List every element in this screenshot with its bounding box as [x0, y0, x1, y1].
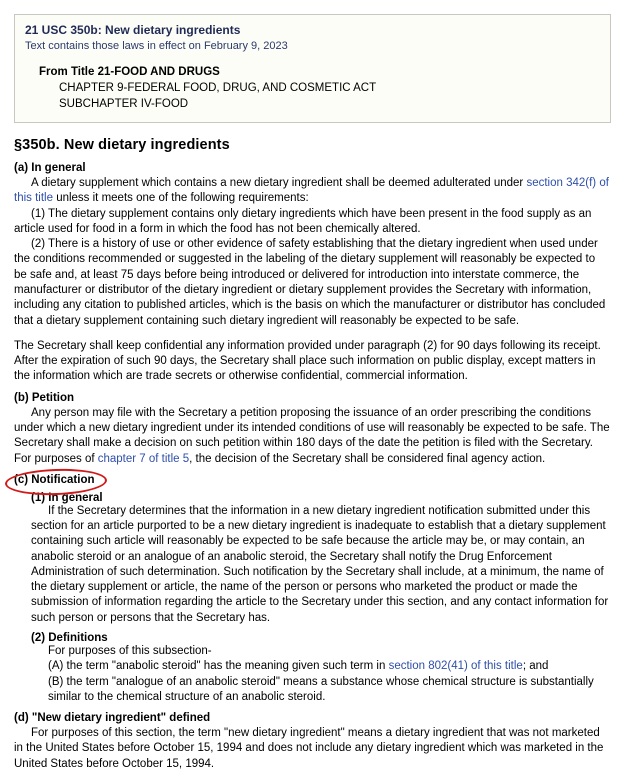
subsection-a-item-2: (2) There is a history of use or other evidence of safety establishing that the dietary ingredient when used under the conditions recommended or suggested in the labeling of the dietary supplement will reasonably be expected to be safe and, at least 75 days before being introduced or delivered for introduction into interstate commerce, the manufacturer or distributor of the dietary ingredient or dietary supplement provides the Secretary with information, including any citation to published articles, which is the basis on which the manufacturer or distributor has concluded that a dietary supplement containing such dietary ingredient will reasonably be expected to be safe.: [14, 238, 606, 327]
statute-effective-date: Text contains those laws in effect on February 9, 2023: [25, 40, 288, 53]
subsection-c2-def-a: [48, 659, 611, 674]
subsection-c2-def-b: (B) the term "analogue of an anabolic steroid" means a substance whose chemical structure is substantially similar to the chemical structure of an anabolic steroid.: [48, 675, 594, 703]
link-chapter-7-title-5[interactable]: chapter 7 of title 5: [97, 452, 190, 465]
subsection-d-label: (d) "New dietary ingredient" defined: [14, 712, 211, 725]
statute-title: 21 USC 350b: New dietary ingredients: [25, 23, 241, 37]
subsection-b-label: (b) Petition: [14, 391, 75, 404]
section-heading: §350b. New dietary ingredients: [14, 137, 230, 154]
subsection-a-intro-text1: A dietary supplement which contains a new dietary ingredient shall be deemed adulterated under: [31, 177, 527, 190]
subsection-a-intro-text2: unless it meets one of the following requirements:: [53, 192, 309, 205]
subsection-c2-label: (2) Definitions: [31, 632, 108, 645]
subsection-b-text2: , the decision of the Secretary shall be considered final agency action.: [189, 452, 546, 465]
annotated-term: [14, 474, 95, 486]
subsection-b-text: [14, 406, 611, 467]
subsection-c2-intro: For purposes of this subsection-: [48, 645, 212, 658]
subsection-c1-label: (1) In general: [31, 491, 103, 504]
link-section-802-41[interactable]: section 802(41) of this title: [388, 660, 523, 673]
subsection-a-closing: The Secretary shall keep confidential any information provided under paragraph (2) for 90 days following its receipt. After the expiration of such 90 days, the Secretary shall place such information on public display, except matters in the information which are trade secrets or otherwise confidential, commercial information.: [14, 339, 601, 383]
def-a-text2: ; and: [522, 660, 549, 673]
subsection-b-text1: Any person may file with the Secretary a petition proposing the issuance of an order prescribing the conditions under which a new dietary ingredient under its intended conditions of use will reasonably be expected to be safe. The Secretary shall make a decision on such petition within 180 days of the date the petition is filed with the Secretary. For purposes of: [14, 406, 610, 465]
subsection-a-label: (a) In general: [14, 162, 86, 175]
statute-header-box: [14, 14, 611, 123]
subsection-a-item-1: (1) The dietary supplement contains only dietary ingredients which have been present in the food supply as an article used for food in a form in which the food has not been chemically altered.: [14, 207, 592, 235]
link-section-342f[interactable]: section 342(f) of this title: [14, 177, 609, 205]
subsection-c-label: (c) Notification: [14, 473, 95, 486]
subsection-c-label-wrap: [14, 474, 611, 486]
statute-from-title: From Title 21-FOOD AND DRUGS: [39, 65, 220, 78]
def-a-text1: (A) the term "anabolic steroid" has the meaning given such term in: [48, 660, 389, 673]
statute-subchapter: SUBCHAPTER IV-FOOD: [59, 98, 189, 111]
subsection-a-intro: [14, 176, 611, 207]
statute-chapter: CHAPTER 9-FEDERAL FOOD, DRUG, AND COSMETIC ACT: [59, 81, 377, 94]
subsection-d-text: For purposes of this section, the term "new dietary ingredient" means a dietary ingredient that was not marketed in the United States before October 15, 1994 and does not include any dietary ingredient which was marketed in the United States before October 15, 1994.: [14, 727, 604, 770]
subsection-c1-text: If the Secretary determines that the information in a new dietary ingredient notification submitted under this section for an article purported to be a new dietary ingredient is inadequate to establish that a dietary supplement containing such article will reasonably be expected to be safe because the article may be, or may contain, an anabolic steroid or an analogue of an anabolic steroid, the Secretary shall notify the Drug Enforcement Administration of such determination. Such notification by the Secretary shall include, at a minimum, the name of the dietary supplement or article, the name of the person or persons who marketed the product or made the submission of information regarding the article to the Secretary under this section, and any contact information for such person or persons that the Secretary has.: [31, 504, 609, 624]
